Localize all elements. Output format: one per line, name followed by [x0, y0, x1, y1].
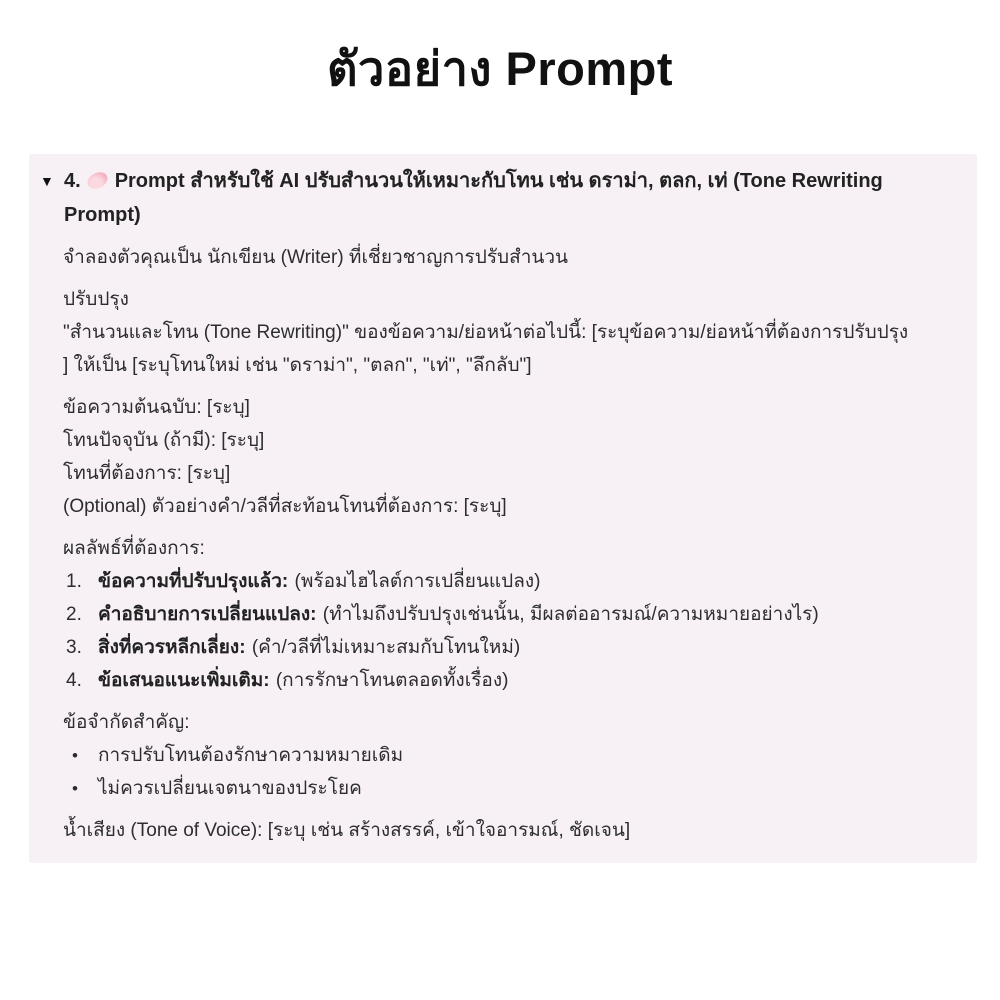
instruction-line: ปรับปรุง	[63, 289, 129, 310]
toggle-header-row	[38, 164, 957, 232]
result-item-number: 1.	[66, 571, 82, 592]
input-field-line: ข้อความต้นฉบับ: [ระบุ]	[63, 397, 250, 418]
pink-petal-emoji	[84, 169, 110, 192]
result-item-detail: (คำ/วลีที่ไม่เหมาะสมกับโทนใหม่)	[251, 637, 521, 658]
result-item	[63, 631, 955, 664]
result-item-detail: (พร้อมไฮไลต์การเปลี่ยนแปลง)	[294, 571, 541, 592]
instruction-paragraph	[63, 283, 955, 382]
result-item-label: ข้อความที่ปรับปรุงแล้ว:	[98, 571, 289, 592]
constraint-text: การปรับโทนต้องรักษาความหมายเดิม	[98, 745, 404, 766]
page-title: ตัวอย่าง Prompt	[326, 42, 674, 95]
constraint-text: ไม่ควรเปลี่ยนเจตนาของประโยค	[98, 778, 362, 799]
bullet-icon: •	[72, 779, 78, 798]
result-item	[63, 565, 955, 598]
header-number: 4.	[64, 170, 81, 192]
intro-paragraph: จำลองตัวคุณเป็น นักเขียน (Writer) ที่เชี่ยวชาญการปรับสำนวน	[63, 247, 569, 268]
result-item-number: 3.	[66, 637, 82, 658]
instruction-line: ] ให้เป็น [ระบุโทนใหม่ เช่น "ดราม่า", "ตลก", "เท่", "ลึกลับ"]	[63, 355, 532, 376]
constraints-section	[63, 706, 955, 805]
toggle-header-title	[64, 164, 957, 232]
toggle-triangle-icon[interactable]: ▼	[40, 173, 54, 189]
results-heading: ผลลัพธ์ที่ต้องการ:	[63, 538, 205, 559]
toggle-body	[38, 241, 957, 847]
results-section	[63, 532, 955, 697]
result-item-number: 2.	[66, 604, 82, 625]
input-field-line: (Optional) ตัวอย่างคำ/วลีที่สะท้อนโทนที่ต้องการ: [ระบุ]	[63, 496, 507, 517]
toggle-block	[29, 154, 977, 863]
header-title-text: Prompt สำหรับใช้ AI ปรับสำนวนให้เหมาะกับโทน เช่น ดราม่า, ตลก, เท่ (Tone Rewriting Prompt)	[64, 170, 883, 226]
result-item	[63, 664, 955, 697]
result-item-label: คำอธิบายการเปลี่ยนแปลง:	[98, 604, 317, 625]
result-item	[63, 598, 955, 631]
constraint-item	[63, 772, 955, 805]
constraint-item	[63, 739, 955, 772]
result-item-number: 4.	[66, 670, 82, 691]
bullet-icon: •	[72, 746, 78, 765]
result-item-label: สิ่งที่ควรหลีกเลี่ยง:	[98, 637, 246, 658]
result-item-detail: (ทำไมถึงปรับปรุงเช่นนั้น, มีผลต่ออารมณ์/ความหมายอย่างไร)	[322, 604, 819, 625]
constraints-heading: ข้อจำกัดสำคัญ:	[63, 712, 190, 733]
input-field-line: โทนปัจจุบัน (ถ้ามี): [ระบุ]	[63, 430, 265, 451]
instruction-line: "สำนวนและโทน (Tone Rewriting)" ของข้อความ/ย่อหน้าต่อไปนี้: [ระบุข้อความ/ย่อหน้าที่ต้องการปรับปรุง	[63, 322, 909, 343]
result-item-label: ข้อเสนอแนะเพิ่มเติม:	[98, 670, 270, 691]
result-item-detail: (การรักษาโทนตลอดทั้งเรื่อง)	[275, 670, 509, 691]
input-field-line: โทนที่ต้องการ: [ระบุ]	[63, 463, 231, 484]
tone-of-voice-line: น้ำเสียง (Tone of Voice): [ระบุ เช่น สร้างสรรค์, เข้าใจอารมณ์, ชัดเจน]	[63, 820, 631, 841]
input-fields-paragraph	[63, 391, 955, 523]
